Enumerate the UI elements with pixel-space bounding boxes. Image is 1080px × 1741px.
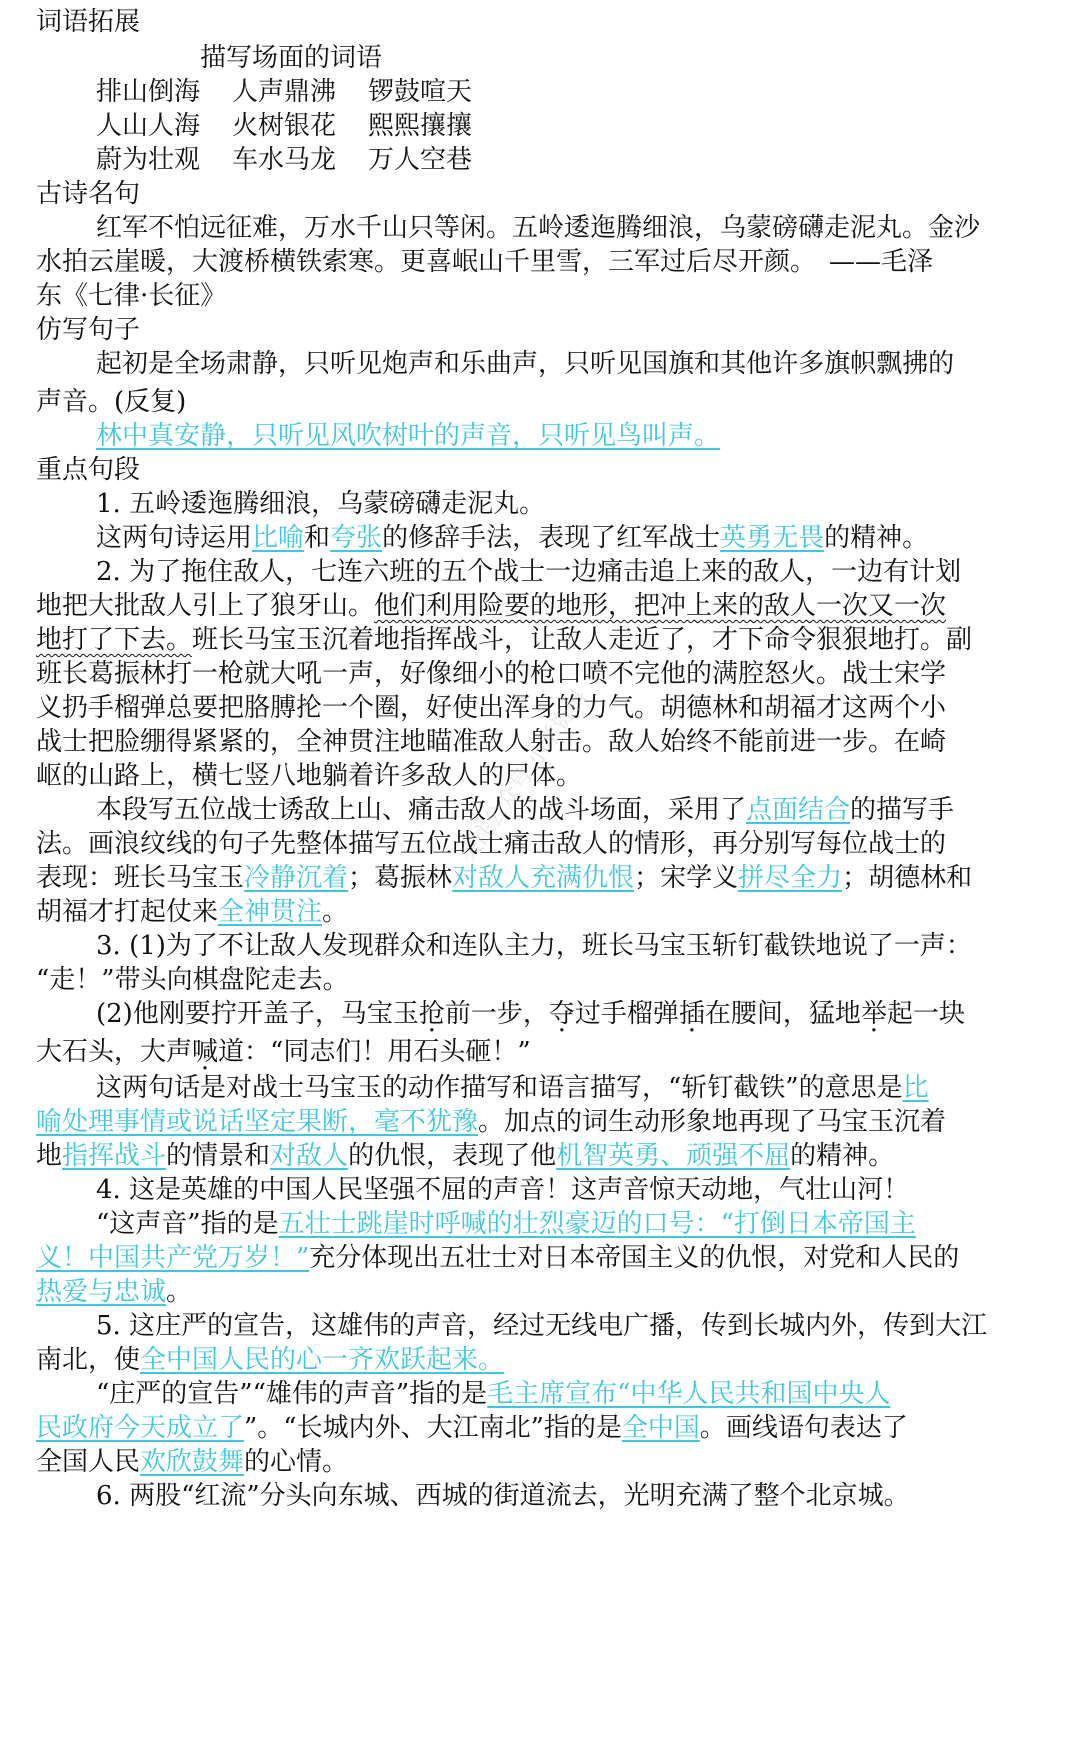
imitate-answer: 林中真安静，只听见风吹树叶的声音，只听见鸟叫声。 [96, 421, 721, 451]
key-answer-2: 表现：班长马宝玉冷静沉着；葛振林对敌人充满仇恨；宋学义拼尽全力；胡德林和 [36, 863, 973, 893]
key-question-2: 岖的山路上，横七竖八地躺着许多敌人的尸体。 [36, 761, 583, 791]
imitate-heading: 仿写句子 [36, 315, 141, 345]
key-question-2: 义扔手榴弹总要把胳膊抡一个圈，好使出浑身的力气。胡德林和胡福才这两个小 [36, 693, 947, 723]
vocab-row [96, 108, 504, 144]
key-answer-5: “庄严的宣告”“雄伟的声音”指的是毛主席宣布“中华人民共和国中央人 [96, 1379, 891, 1409]
vocab-row [96, 142, 504, 178]
key-answer-5: 全国人民欢欣鼓舞的心情。 [36, 1447, 349, 1477]
poem-line: 东《七律·长征》 [36, 281, 227, 311]
key-answer-3: 这两句话是对战士马宝玉的动作描写和语言描写，“斩钉截铁”的意思是比 [96, 1073, 929, 1103]
poem-line: 水拍云崖暖，大渡桥横铁索寒。更喜岷山千里雪，三军过后尽开颜。 ——毛泽 [36, 247, 934, 277]
key-answer-2: 胡福才打起仗来全神贯注。 [36, 897, 349, 927]
key-question-3: 大石头，大声喊道：“同志们！用石头砸！” [36, 1037, 531, 1067]
vocab-word: 人声鼎沸 [232, 77, 337, 107]
vocab-subheading: 描写场面的词语 [200, 43, 383, 73]
watermark: 关注公众号 小学资料 [455, 685, 594, 868]
key-question-2: 地打了下去。班长马宝玉沉着地指挥战斗，让敌人走近了，才下命令狠狠地打。副 [36, 625, 973, 655]
key-question-2: 班长葛振林打一枪就大吼一声，好像细小的枪口喷不完他的满腔怒火。战士宋学 [36, 659, 947, 689]
dotted-word: 只听见 [564, 349, 642, 385]
key-question-2: 2. 为了拖住敌人，七连六班的五个战士一边痛击追上来的敌人，一边有计划 [96, 557, 962, 587]
vocab-row [96, 74, 504, 110]
key-answer-2: 本段写五位战士诱敌上山、痛击敌人的战斗场面，采用了点面结合的描写手 [96, 795, 955, 825]
dotted-word: 举 [860, 999, 887, 1029]
key-answer-2: 法。画浪纹线的句子先整体描写五位战士痛击敌人的情形，再分别写每位战士的 [36, 829, 947, 859]
poem-heading: 古诗名句 [36, 179, 141, 209]
key-answer-4: 义！中国共产党万岁！”充分体现出五壮士对日本帝国主义的仇恨，对党和人民的 [36, 1243, 960, 1273]
vocab-word: 火树银花 [232, 111, 337, 141]
key-answer-4: 热爱与忠诚。 [36, 1277, 193, 1307]
key-question-2: 地把大批敌人引上了狼牙山。他们利用险要的地形，把冲上来的敌人一次又一次 [36, 591, 947, 621]
vocab-word: 排山倒海 [96, 77, 201, 107]
key-answer-3: 地指挥战斗的情景和对敌人的仇恨，表现了他机智英勇、顽强不屈的精神。 [36, 1141, 895, 1171]
dotted-word: 只听见 [304, 349, 382, 385]
key-question-2: 战士把脸绷得紧紧的，全神贯注地瞄准敌人射击。敌人始终不能前进一步。在崎 [36, 727, 947, 757]
key-answer-5: 民政府今天成立了”。“长城内外、大江南北”指的是全中国。画线语句表达了 [36, 1413, 908, 1443]
vocab-word: 锣鼓喧天 [368, 77, 473, 107]
key-question-5: 5. 这庄严的宣告，这雄伟的声音，经过无线电广播，传到长城内外，传到大江 [96, 1311, 988, 1341]
imitate-sentence: 声音。(反复) [36, 387, 187, 417]
vocab-word: 人山人海 [96, 111, 201, 141]
imitate-sentence: 起初是全场肃静，只听见炮声和乐曲声，只听见国旗和其他许多旗帜飘拂的 [96, 346, 954, 382]
key-question-4: 4. 这是英雄的中国人民坚强不屈的声音！这声音惊天动地，气壮山河！ [96, 1175, 910, 1205]
key-question-3: 3. (1)为了不让敌人发现群众和连队主力，班长马宝玉斩钉截铁地说了一声： [96, 931, 972, 961]
vocab-word: 蔚为壮观 [96, 145, 201, 175]
dotted-word: 抢 [418, 999, 445, 1029]
key-answer-1: 这两句诗运用比喻和夸张的修辞手法，表现了红军战士英勇无畏的精神。 [96, 523, 929, 553]
key-question-1: 1. 五岭逶迤腾细浪，乌蒙磅礴走泥丸。 [96, 489, 546, 519]
key-question-6: 6. 两股“红流”分头向东城、西城的街道流去，光明充满了整个北京城。 [96, 1481, 910, 1511]
vocab-word: 熙熙攘攘 [368, 111, 473, 141]
vocab-word: 万人空巷 [368, 145, 473, 175]
dotted-word: 插 [678, 999, 705, 1029]
vocab-word: 车水马龙 [232, 145, 337, 175]
dotted-word: 夺 [548, 999, 575, 1029]
key-answer-4: “这声音”指的是五壮士跳崖时呼喊的壮烈豪迈的口号：“打倒日本帝国主 [96, 1209, 916, 1239]
key-answer-3: 喻处理事情或说话坚定果断，毫不犹豫。加点的词生动形象地再现了马宝玉沉着 [36, 1107, 947, 1137]
key-heading: 重点句段 [36, 455, 141, 485]
key-question-3: (2)他刚要拧开盖子，马宝玉抢前一步，夺过手榴弹插在腰间，猛地举起一块 [96, 999, 965, 1029]
key-question-5: 南北，使全中国人民的心一齐欢跃起来。 [36, 1345, 505, 1375]
vocab-heading: 词语拓展 [36, 7, 141, 37]
key-question-3: “走！”带头向棋盘陀走去。 [36, 965, 349, 995]
poem-line: 红军不怕远征难，万水千山只等闲。五岭逶迤腾细浪，乌蒙磅礴走泥丸。金沙 [96, 213, 981, 243]
dotted-word: 喊 [192, 1037, 219, 1067]
